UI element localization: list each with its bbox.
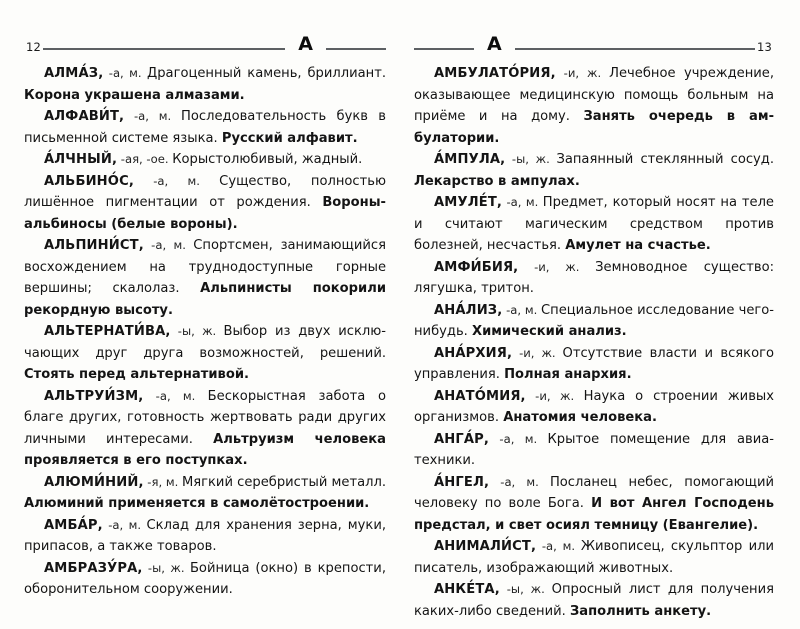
dictionary-entry [24, 472, 386, 515]
entry-definition: Последовательность букв в письменной системе языка. [24, 109, 386, 146]
entry-headword: АЛФАВИ́Т, [44, 109, 125, 124]
dictionary-column-left [24, 63, 386, 601]
entry-definition: Крытое помещение для авиатехники. [414, 431, 774, 468]
dictionary-entry [24, 106, 386, 149]
entry-definition: Отсутствие власти и всякого управления. [414, 345, 774, 382]
entry-grammar: -а, м. [133, 173, 220, 188]
entry-grammar: -ая, -ое. [117, 152, 173, 166]
entry-headword: АЛМА́З, [44, 66, 104, 81]
entry-definition: Запаянный стеклянный сосуд. [556, 152, 774, 167]
entry-grammar: -а, м. [143, 388, 208, 403]
entry-definition: Драгоценный камень, бриллиант. [147, 66, 386, 81]
entry-headword: АЛЬБИНО́С, [44, 173, 134, 189]
entry-example: Лекарство в ампулах. [414, 173, 580, 189]
dictionary-entry [24, 558, 386, 601]
entry-definition: Мягкий серебристый металл. [181, 474, 386, 490]
entry-definition: Земноводное существо: лягушка, тритон. [414, 259, 774, 296]
entry-example: Корона украшена алмазами. [24, 87, 245, 103]
entry-grammar: -ы, ж. [499, 582, 552, 596]
dictionary-entry [24, 235, 386, 321]
entry-example: Альпинисты покорили рекордную высоту. [24, 281, 386, 318]
entry-example: Русский алфавит. [221, 130, 358, 146]
entry-headword: АНА́РХИЯ, [434, 345, 513, 361]
entry-headword: АНГА́Р, [434, 431, 490, 447]
dictionary-entry [414, 579, 774, 622]
entry-definition: Специальное исследование чего-нибудь. [414, 302, 774, 339]
entry-grammar: -и, ж. [555, 66, 610, 80]
entry-example: Алюминий применяется в самолётостроении. [24, 496, 370, 511]
dictionary-entry [24, 149, 386, 171]
entry-example: Занять очередь в амбулатории. [414, 109, 775, 146]
entry-headword: АМФИ́БИЯ, [434, 259, 519, 275]
entry-headword: АМБРАЗУ́РА, [44, 560, 143, 576]
entry-definition: Спортсмен, занимающийся восхождением на труднодоступные горные вершины; скалолаз. [24, 238, 386, 296]
entry-grammar: -и, ж. [518, 259, 596, 274]
entry-headword: А́ЛЧНЫЙ, [44, 152, 118, 167]
entry-definition: Лечебное учреждение, оказывающее медицинскую помощь больным на приёме и на дому. [414, 66, 774, 124]
dictionary-entry [414, 300, 774, 343]
entry-grammar: -ы, ж. [170, 324, 224, 338]
dictionary-entry [24, 171, 386, 236]
header-rule-left-tail [326, 48, 386, 50]
header-rule-left [43, 48, 285, 50]
entry-definition: Корыстолюбивый, жадный. [172, 152, 363, 167]
folio-number-left: 12 [26, 40, 42, 54]
entry-example: Химический анализ. [472, 324, 627, 339]
dictionary-column-right [414, 63, 774, 622]
entry-grammar: -а, м. [124, 109, 182, 123]
folio-number-right: 13 [756, 40, 772, 54]
entry-definition: Наука о строении живых организмов. [414, 388, 774, 425]
entry-example: Альтруизм человека проявляется в его поступках. [24, 431, 386, 468]
entry-definition: Выбор из двух исключающих друг друга возможностей, решений. [24, 324, 386, 361]
entry-grammar: -а, м. [489, 431, 548, 446]
entry-headword: АНАТО́МИЯ, [434, 388, 526, 404]
entry-definition: Склад для хранения зерна, муки, припасов, а также товаров. [24, 517, 386, 554]
entry-definition: Бойница (окно) в крепости, оборонительном сооружении. [24, 560, 386, 597]
entry-headword: АНКЕ́ТА, [434, 582, 500, 597]
page-right [400, 0, 800, 629]
entry-headword: АМБУЛАТО́РИЯ, [434, 66, 556, 81]
dictionary-entry [414, 536, 774, 579]
entry-example: Анатомия человека. [503, 410, 657, 425]
dictionary-entry [414, 429, 774, 472]
entry-grammar: -я, м. [143, 474, 182, 489]
entry-grammar: -а, м. [489, 474, 550, 489]
entry-example: Полная анархия. [504, 367, 632, 382]
dictionary-entry [24, 386, 386, 472]
dictionary-entry [414, 63, 774, 149]
entry-headword: АНИМАЛИ́СТ, [434, 539, 537, 554]
entry-headword: АЛЬТЕРНАТИ́ВА, [44, 324, 171, 339]
dictionary-entry [414, 386, 774, 429]
entry-grammar: -и, ж. [512, 345, 563, 360]
entry-definition: Живописец, скульптор или писатель, изображающий животных. [414, 539, 774, 576]
header-rule-right [515, 48, 755, 50]
entry-grammar: -а, м. [502, 302, 541, 317]
entry-headword: АЛЬПИНИ́СТ, [44, 238, 144, 253]
running-head-right [414, 30, 774, 54]
entry-headword: АЛЬТРУИ́ЗМ, [44, 388, 144, 404]
entry-headword: А́МПУЛА, [434, 152, 506, 167]
dictionary-entry [414, 149, 774, 192]
entry-grammar: -ы, ж. [505, 152, 557, 166]
header-rule-right-lead [414, 48, 474, 50]
entry-grammar: -ы, ж. [142, 560, 190, 575]
entry-grammar: -а, м. [502, 195, 543, 209]
entry-definition: Существо, полностью лишённое пигментации от рождения. [24, 173, 386, 210]
entry-headword: АЛЮМИ́НИЙ, [44, 474, 144, 490]
entry-headword: АНА́ЛИЗ, [434, 302, 503, 318]
entry-definition: Посланец небес, помогающий человеку по воле Бога. [414, 474, 774, 511]
entry-grammar: -а, м. [536, 539, 581, 553]
entry-grammar: -а, м. [103, 66, 147, 80]
running-letter-left: А [298, 33, 313, 55]
entry-grammar: -а, м. [143, 238, 194, 252]
entry-grammar: -и, ж. [525, 388, 584, 403]
dictionary-entry [24, 63, 386, 106]
dictionary-entry [414, 472, 774, 537]
entry-definition: Бескорыстная забота о благе других, готовность жертвовать ради других личными интересами. [24, 388, 387, 447]
entry-headword: АМБА́Р, [44, 517, 103, 533]
dictionary-entry [414, 257, 774, 300]
dictionary-entry [414, 343, 774, 386]
running-head-left [24, 30, 386, 54]
entry-example: Амулет на счастье. [565, 238, 711, 253]
entry-definition: Опросный лист для получения каких-либо сведений. [414, 582, 774, 619]
entry-definition: Предмет, который носят на теле и считают магическим средством против болезней, несчастья. [414, 195, 774, 253]
dictionary-entry [24, 515, 386, 558]
entry-example: И вот Ангел Господень предстал, и свет осиял темницу (Евангелие). [414, 496, 774, 533]
entry-example: Стоять перед альтернативой. [24, 367, 249, 382]
entry-example: Заполнить анкету. [569, 603, 712, 619]
entry-headword: АМУЛЕ́Т, [434, 195, 503, 210]
dictionary-entry [414, 192, 774, 257]
entry-headword: А́НГЕЛ, [434, 474, 490, 490]
entry-grammar: -а, м. [102, 517, 147, 532]
dictionary-entry [24, 321, 386, 386]
running-letter-right: А [487, 33, 502, 55]
entry-example: Вороны-альбиносы (белые вороны). [24, 195, 386, 232]
